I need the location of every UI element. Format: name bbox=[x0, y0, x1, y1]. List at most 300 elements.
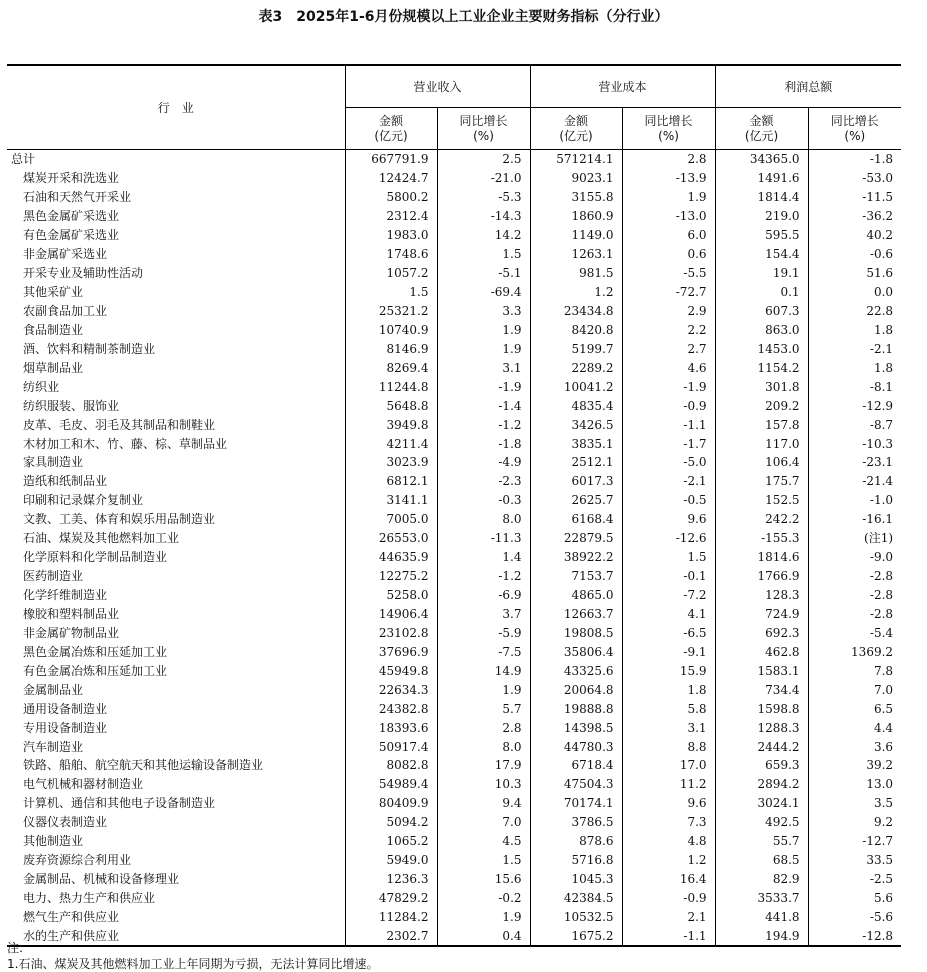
revenue-growth: 8.0 bbox=[437, 510, 530, 529]
cost-amount: 1045.3 bbox=[530, 870, 622, 889]
cost-amount: 4865.0 bbox=[530, 586, 622, 605]
industry-name: 通用设备制造业 bbox=[23, 701, 108, 716]
table-row bbox=[7, 415, 901, 434]
revenue-amount: 5800.2 bbox=[345, 188, 437, 207]
cost-amount: 10041.2 bbox=[530, 377, 622, 396]
cost-growth: -13.0 bbox=[622, 207, 715, 226]
cost-growth: 2.2 bbox=[622, 320, 715, 339]
table-row bbox=[7, 851, 901, 870]
table-row bbox=[7, 377, 901, 396]
cost-amount: 10532.5 bbox=[530, 908, 622, 927]
table-row bbox=[7, 434, 901, 453]
table-row bbox=[7, 813, 901, 832]
profit-amount: 607.3 bbox=[715, 302, 808, 321]
profit-amount: 106.4 bbox=[715, 453, 808, 472]
revenue-amount: 26553.0 bbox=[345, 529, 437, 548]
profit-growth: 40.2 bbox=[808, 226, 901, 245]
revenue-amount: 14906.4 bbox=[345, 605, 437, 624]
table-row bbox=[7, 718, 901, 737]
cost-amount: 4835.4 bbox=[530, 396, 622, 415]
profit-amount: 1491.6 bbox=[715, 169, 808, 188]
table-row bbox=[7, 245, 901, 264]
revenue-growth: 9.4 bbox=[437, 794, 530, 813]
footnote-label: 注: bbox=[7, 941, 24, 955]
industry-name: 有色金属矿采选业 bbox=[23, 228, 120, 243]
cost-amount: 2625.7 bbox=[530, 491, 622, 510]
revenue-growth: -1.2 bbox=[437, 415, 530, 434]
table-row bbox=[7, 358, 901, 377]
revenue-amount: 44635.9 bbox=[345, 548, 437, 567]
profit-growth: -10.3 bbox=[808, 434, 901, 453]
cost-amount: 14398.5 bbox=[530, 718, 622, 737]
cost-amount: 12663.7 bbox=[530, 605, 622, 624]
revenue-growth: -1.8 bbox=[437, 434, 530, 453]
cost-growth: 2.8 bbox=[622, 150, 715, 169]
industry-name: 化学纤维制造业 bbox=[23, 588, 108, 603]
table-row bbox=[7, 832, 901, 851]
cost-amount: 23434.8 bbox=[530, 302, 622, 321]
revenue-growth: 1.5 bbox=[437, 851, 530, 870]
industry-name: 橡胶和塑料制品业 bbox=[23, 606, 120, 621]
table-row bbox=[7, 775, 901, 794]
industry-name: 燃气生产和供应业 bbox=[23, 909, 120, 924]
revenue-growth: -4.9 bbox=[437, 453, 530, 472]
profit-growth: -8.7 bbox=[808, 415, 901, 434]
profit-growth: 1.8 bbox=[808, 358, 901, 377]
cost-amount: 5716.8 bbox=[530, 851, 622, 870]
profit-amount: 1154.2 bbox=[715, 358, 808, 377]
profit-amount: 3024.1 bbox=[715, 794, 808, 813]
cost-growth: 16.4 bbox=[622, 870, 715, 889]
industry-name: 仪器仪表制造业 bbox=[23, 815, 108, 830]
profit-amount: 659.3 bbox=[715, 756, 808, 775]
cost-amount: 47504.3 bbox=[530, 775, 622, 794]
industry-name: 农副食品加工业 bbox=[23, 303, 108, 318]
profit-amount: 0.1 bbox=[715, 283, 808, 302]
profit-amount: 2444.2 bbox=[715, 737, 808, 756]
industry-name: 金属制品、机械和设备修理业 bbox=[23, 872, 180, 887]
table-row bbox=[7, 756, 901, 775]
profit-growth: -53.0 bbox=[808, 169, 901, 188]
cost-growth: 17.0 bbox=[622, 756, 715, 775]
industry-name: 黑色金属矿采选业 bbox=[23, 209, 120, 224]
profit-growth: 22.8 bbox=[808, 302, 901, 321]
industry-name: 纺织服装、服饰业 bbox=[23, 398, 120, 413]
cost-amount: 1.2 bbox=[530, 283, 622, 302]
cost-growth: 0.6 bbox=[622, 245, 715, 264]
cost-growth: -1.1 bbox=[622, 926, 715, 946]
profit-growth: -1.0 bbox=[808, 491, 901, 510]
industry-name: 金属制品业 bbox=[23, 682, 84, 697]
revenue-amount: 2312.4 bbox=[345, 207, 437, 226]
revenue-growth: 17.9 bbox=[437, 756, 530, 775]
footnote-item: 1.石油、煤炭及其他燃料加工业上年同期为亏损，无法计算同比增速。 bbox=[7, 957, 379, 971]
revenue-amount: 1065.2 bbox=[345, 832, 437, 851]
profit-amount: 82.9 bbox=[715, 870, 808, 889]
cost-growth: 1.9 bbox=[622, 188, 715, 207]
profit-amount: 242.2 bbox=[715, 510, 808, 529]
industry-name: 铁路、船舶、航空航天和其他运输设备制造业 bbox=[23, 758, 264, 773]
cost-growth: 7.3 bbox=[622, 813, 715, 832]
profit-amount: 492.5 bbox=[715, 813, 808, 832]
table-row bbox=[7, 207, 901, 226]
table-row bbox=[7, 529, 901, 548]
table-row bbox=[7, 586, 901, 605]
profit-amount: 692.3 bbox=[715, 623, 808, 642]
industry-name: 石油、煤炭及其他燃料加工业 bbox=[23, 531, 180, 546]
table-row bbox=[7, 283, 901, 302]
profit-growth: 9.2 bbox=[808, 813, 901, 832]
table-row bbox=[7, 396, 901, 415]
revenue-growth: 14.2 bbox=[437, 226, 530, 245]
header-group-profit: 利润总额 bbox=[715, 65, 901, 108]
revenue-growth: 2.8 bbox=[437, 718, 530, 737]
industry-name: 计算机、通信和其他电子设备制造业 bbox=[23, 796, 216, 811]
profit-amount: 157.8 bbox=[715, 415, 808, 434]
profit-growth: -16.1 bbox=[808, 510, 901, 529]
cost-growth: -72.7 bbox=[622, 283, 715, 302]
cost-growth: -2.1 bbox=[622, 472, 715, 491]
revenue-amount: 8146.9 bbox=[345, 339, 437, 358]
cost-growth: 8.8 bbox=[622, 737, 715, 756]
table-row bbox=[7, 605, 901, 624]
revenue-amount: 5094.2 bbox=[345, 813, 437, 832]
profit-amount: 1583.1 bbox=[715, 661, 808, 680]
cost-amount: 6017.3 bbox=[530, 472, 622, 491]
industry-name: 电力、热力生产和供应业 bbox=[23, 891, 156, 906]
profit-amount: 2894.2 bbox=[715, 775, 808, 794]
profit-amount: 194.9 bbox=[715, 926, 808, 946]
industry-name: 家具制造业 bbox=[23, 455, 84, 470]
cost-growth: 2.1 bbox=[622, 908, 715, 927]
revenue-growth: 5.7 bbox=[437, 699, 530, 718]
revenue-growth: 1.9 bbox=[437, 339, 530, 358]
cost-growth: -0.9 bbox=[622, 889, 715, 908]
revenue-amount: 5648.8 bbox=[345, 396, 437, 415]
industry-name: 有色金属冶炼和压延加工业 bbox=[23, 663, 168, 678]
revenue-amount: 50917.4 bbox=[345, 737, 437, 756]
industry-name: 水的生产和供应业 bbox=[7, 926, 345, 946]
cost-growth: 1.8 bbox=[622, 680, 715, 699]
table-row bbox=[7, 453, 901, 472]
table-row bbox=[7, 320, 901, 339]
revenue-amount: 24382.8 bbox=[345, 699, 437, 718]
industry-name: 电气机械和器材制造业 bbox=[23, 777, 144, 792]
header-amount: 金额 (亿元) bbox=[345, 108, 437, 150]
profit-amount: 128.3 bbox=[715, 586, 808, 605]
cost-amount: 981.5 bbox=[530, 264, 622, 283]
cost-amount: 19808.5 bbox=[530, 623, 622, 642]
revenue-growth: -21.0 bbox=[437, 169, 530, 188]
table-row bbox=[7, 567, 901, 586]
revenue-growth: -5.1 bbox=[437, 264, 530, 283]
revenue-growth: 1.5 bbox=[437, 245, 530, 264]
profit-amount: 209.2 bbox=[715, 396, 808, 415]
cost-growth: -9.1 bbox=[622, 642, 715, 661]
industry-name: 石油和天然气开采业 bbox=[23, 190, 132, 205]
table-row bbox=[7, 661, 901, 680]
cost-growth: 4.8 bbox=[622, 832, 715, 851]
industry-name: 医药制造业 bbox=[23, 569, 84, 584]
header-growth: 同比增长 (%) bbox=[808, 108, 901, 150]
financial-indicators-table bbox=[7, 64, 901, 947]
industry-name: 文教、工美、体育和娱乐用品制造业 bbox=[23, 512, 216, 527]
header-amount: 金额 (亿元) bbox=[530, 108, 622, 150]
cost-growth: 6.0 bbox=[622, 226, 715, 245]
revenue-amount: 80409.9 bbox=[345, 794, 437, 813]
table-row bbox=[7, 472, 901, 491]
profit-growth: -8.1 bbox=[808, 377, 901, 396]
profit-amount: 68.5 bbox=[715, 851, 808, 870]
profit-growth: -5.4 bbox=[808, 623, 901, 642]
profit-growth: 0.0 bbox=[808, 283, 901, 302]
cost-growth: -1.7 bbox=[622, 434, 715, 453]
revenue-amount: 7005.0 bbox=[345, 510, 437, 529]
cost-amount: 1149.0 bbox=[530, 226, 622, 245]
profit-growth: 7.8 bbox=[808, 661, 901, 680]
profit-growth: -2.1 bbox=[808, 339, 901, 358]
cost-amount: 20064.8 bbox=[530, 680, 622, 699]
cost-amount: 1860.9 bbox=[530, 207, 622, 226]
industry-name: 煤炭开采和洗选业 bbox=[23, 171, 120, 186]
profit-growth: 7.0 bbox=[808, 680, 901, 699]
profit-amount: 734.4 bbox=[715, 680, 808, 699]
cost-growth: -0.5 bbox=[622, 491, 715, 510]
cost-amount: 9023.1 bbox=[530, 169, 622, 188]
revenue-growth: 7.0 bbox=[437, 813, 530, 832]
profit-growth: 13.0 bbox=[808, 775, 901, 794]
profit-amount: 175.7 bbox=[715, 472, 808, 491]
revenue-amount: 1748.6 bbox=[345, 245, 437, 264]
table-row bbox=[7, 302, 901, 321]
profit-amount: 595.5 bbox=[715, 226, 808, 245]
cost-growth: -7.2 bbox=[622, 586, 715, 605]
revenue-growth: -5.9 bbox=[437, 623, 530, 642]
profit-growth: -2.5 bbox=[808, 870, 901, 889]
profit-growth: -23.1 bbox=[808, 453, 901, 472]
revenue-growth: 1.9 bbox=[437, 680, 530, 699]
cost-amount: 3786.5 bbox=[530, 813, 622, 832]
cost-amount: 22879.5 bbox=[530, 529, 622, 548]
profit-growth: 1.8 bbox=[808, 320, 901, 339]
revenue-growth: 3.1 bbox=[437, 358, 530, 377]
profit-amount: 1814.4 bbox=[715, 188, 808, 207]
cost-amount: 1263.1 bbox=[530, 245, 622, 264]
table-row bbox=[7, 794, 901, 813]
revenue-growth: -2.3 bbox=[437, 472, 530, 491]
industry-name: 造纸和纸制品业 bbox=[23, 474, 108, 489]
revenue-amount: 37696.9 bbox=[345, 642, 437, 661]
revenue-amount: 3949.8 bbox=[345, 415, 437, 434]
profit-growth: -36.2 bbox=[808, 207, 901, 226]
header-growth: 同比增长 (%) bbox=[622, 108, 715, 150]
cost-amount: 3835.1 bbox=[530, 434, 622, 453]
revenue-amount: 11244.8 bbox=[345, 377, 437, 396]
industry-name: 其他制造业 bbox=[23, 834, 84, 849]
header-group-revenue: 营业收入 bbox=[345, 65, 530, 108]
cost-amount: 6168.4 bbox=[530, 510, 622, 529]
industry-name: 纺织业 bbox=[23, 379, 60, 394]
profit-amount: 154.4 bbox=[715, 245, 808, 264]
profit-growth: -11.5 bbox=[808, 188, 901, 207]
cost-growth: -0.1 bbox=[622, 567, 715, 586]
revenue-amount: 12275.2 bbox=[345, 567, 437, 586]
revenue-growth: 15.6 bbox=[437, 870, 530, 889]
revenue-growth: -1.9 bbox=[437, 377, 530, 396]
revenue-amount: 23102.8 bbox=[345, 623, 437, 642]
profit-growth: 1369.2 bbox=[808, 642, 901, 661]
cost-amount: 878.6 bbox=[530, 832, 622, 851]
revenue-amount: 47829.2 bbox=[345, 889, 437, 908]
cost-amount: 19888.8 bbox=[530, 699, 622, 718]
profit-amount: 34365.0 bbox=[715, 150, 808, 169]
profit-amount: 117.0 bbox=[715, 434, 808, 453]
table-row bbox=[7, 264, 901, 283]
profit-growth: 39.2 bbox=[808, 756, 901, 775]
profit-amount: 3533.7 bbox=[715, 889, 808, 908]
revenue-amount: 18393.6 bbox=[345, 718, 437, 737]
industry-name: 专用设备制造业 bbox=[23, 720, 108, 735]
revenue-growth: 14.9 bbox=[437, 661, 530, 680]
table-row bbox=[7, 491, 901, 510]
header-industry: 行 业 bbox=[7, 65, 345, 150]
profit-amount: 55.7 bbox=[715, 832, 808, 851]
revenue-growth: -5.3 bbox=[437, 188, 530, 207]
profit-amount: 301.8 bbox=[715, 377, 808, 396]
revenue-amount: 4211.4 bbox=[345, 434, 437, 453]
profit-growth: -2.8 bbox=[808, 567, 901, 586]
cost-growth: 9.6 bbox=[622, 510, 715, 529]
industry-name: 印刷和记录媒介复制业 bbox=[23, 493, 144, 508]
revenue-amount: 10740.9 bbox=[345, 320, 437, 339]
cost-growth: 5.8 bbox=[622, 699, 715, 718]
revenue-growth: 10.3 bbox=[437, 775, 530, 794]
industry-name: 化学原料和化学制品制造业 bbox=[23, 550, 168, 565]
profit-amount: 1598.8 bbox=[715, 699, 808, 718]
cost-growth: -12.6 bbox=[622, 529, 715, 548]
cost-growth: 4.1 bbox=[622, 605, 715, 624]
revenue-amount: 12424.7 bbox=[345, 169, 437, 188]
industry-name: 食品制造业 bbox=[23, 322, 84, 337]
cost-growth: -1.1 bbox=[622, 415, 715, 434]
cost-amount: 571214.1 bbox=[530, 150, 622, 169]
table-row bbox=[7, 889, 901, 908]
revenue-amount: 1236.3 bbox=[345, 870, 437, 889]
revenue-amount: 1.5 bbox=[345, 283, 437, 302]
revenue-amount: 6812.1 bbox=[345, 472, 437, 491]
industry-name: 酒、饮料和精制茶制造业 bbox=[23, 341, 156, 356]
cost-amount: 70174.1 bbox=[530, 794, 622, 813]
cost-amount: 3426.5 bbox=[530, 415, 622, 434]
revenue-amount: 2302.7 bbox=[345, 926, 437, 946]
industry-name: 开采专业及辅助性活动 bbox=[23, 266, 144, 281]
cost-growth: 15.9 bbox=[622, 661, 715, 680]
industry-name: 黑色金属冶炼和压延加工业 bbox=[23, 644, 168, 659]
revenue-amount: 22634.3 bbox=[345, 680, 437, 699]
revenue-amount: 25321.2 bbox=[345, 302, 437, 321]
profit-amount: 863.0 bbox=[715, 320, 808, 339]
revenue-growth: -1.2 bbox=[437, 567, 530, 586]
table-row bbox=[7, 699, 901, 718]
table-row bbox=[7, 908, 901, 927]
revenue-growth: 0.4 bbox=[437, 926, 530, 946]
header-amount: 金额 (亿元) bbox=[715, 108, 808, 150]
industry-name: 汽车制造业 bbox=[23, 739, 84, 754]
table-row-total bbox=[7, 150, 901, 169]
profit-growth: -9.0 bbox=[808, 548, 901, 567]
cost-growth: 1.5 bbox=[622, 548, 715, 567]
revenue-growth: -6.9 bbox=[437, 586, 530, 605]
profit-amount: -155.3 bbox=[715, 529, 808, 548]
revenue-growth: -14.3 bbox=[437, 207, 530, 226]
cost-amount: 43325.6 bbox=[530, 661, 622, 680]
revenue-growth: -1.4 bbox=[437, 396, 530, 415]
revenue-amount: 5258.0 bbox=[345, 586, 437, 605]
profit-growth: -21.4 bbox=[808, 472, 901, 491]
revenue-amount: 54989.4 bbox=[345, 775, 437, 794]
industry-name: 总计 bbox=[11, 152, 36, 167]
table-row bbox=[7, 623, 901, 642]
revenue-amount: 11284.2 bbox=[345, 908, 437, 927]
cost-growth: -13.9 bbox=[622, 169, 715, 188]
profit-growth: -12.7 bbox=[808, 832, 901, 851]
revenue-growth: -0.2 bbox=[437, 889, 530, 908]
cost-growth: 9.6 bbox=[622, 794, 715, 813]
revenue-growth: 1.4 bbox=[437, 548, 530, 567]
profit-growth: -5.6 bbox=[808, 908, 901, 927]
profit-growth: (注1) bbox=[808, 529, 901, 548]
cost-growth: 3.1 bbox=[622, 718, 715, 737]
revenue-amount: 3023.9 bbox=[345, 453, 437, 472]
industry-name: 非金属矿物制品业 bbox=[23, 625, 120, 640]
table-row bbox=[7, 188, 901, 207]
profit-growth: 6.5 bbox=[808, 699, 901, 718]
profit-amount: 1814.6 bbox=[715, 548, 808, 567]
cost-growth: 4.6 bbox=[622, 358, 715, 377]
cost-amount: 38922.2 bbox=[530, 548, 622, 567]
cost-growth: 2.9 bbox=[622, 302, 715, 321]
revenue-growth: 3.7 bbox=[437, 605, 530, 624]
page-title: 表3 2025年1-6月份规模以上工业企业主要财务指标（分行业） bbox=[258, 9, 669, 25]
industry-name: 木材加工和木、竹、藤、棕、草制品业 bbox=[23, 436, 228, 451]
profit-growth: -2.8 bbox=[808, 586, 901, 605]
revenue-amount: 1983.0 bbox=[345, 226, 437, 245]
cost-growth: 1.2 bbox=[622, 851, 715, 870]
cost-amount: 42384.5 bbox=[530, 889, 622, 908]
profit-growth: 3.6 bbox=[808, 737, 901, 756]
table-body bbox=[7, 150, 901, 947]
profit-growth: 51.6 bbox=[808, 264, 901, 283]
revenue-amount: 1057.2 bbox=[345, 264, 437, 283]
header-group-cost: 营业成本 bbox=[530, 65, 715, 108]
table-row bbox=[7, 870, 901, 889]
profit-amount: 1766.9 bbox=[715, 567, 808, 586]
cost-amount: 1675.2 bbox=[530, 926, 622, 946]
table-row bbox=[7, 548, 901, 567]
profit-growth: -0.6 bbox=[808, 245, 901, 264]
footnote bbox=[7, 940, 378, 972]
revenue-growth: -69.4 bbox=[437, 283, 530, 302]
profit-amount: 19.1 bbox=[715, 264, 808, 283]
profit-growth: -12.8 bbox=[808, 926, 901, 946]
header-growth: 同比增长 (%) bbox=[437, 108, 530, 150]
table-row bbox=[7, 680, 901, 699]
profit-amount: 152.5 bbox=[715, 491, 808, 510]
table-row bbox=[7, 226, 901, 245]
industry-name: 其他采矿业 bbox=[23, 285, 84, 300]
profit-amount: 724.9 bbox=[715, 605, 808, 624]
cost-growth: -5.0 bbox=[622, 453, 715, 472]
